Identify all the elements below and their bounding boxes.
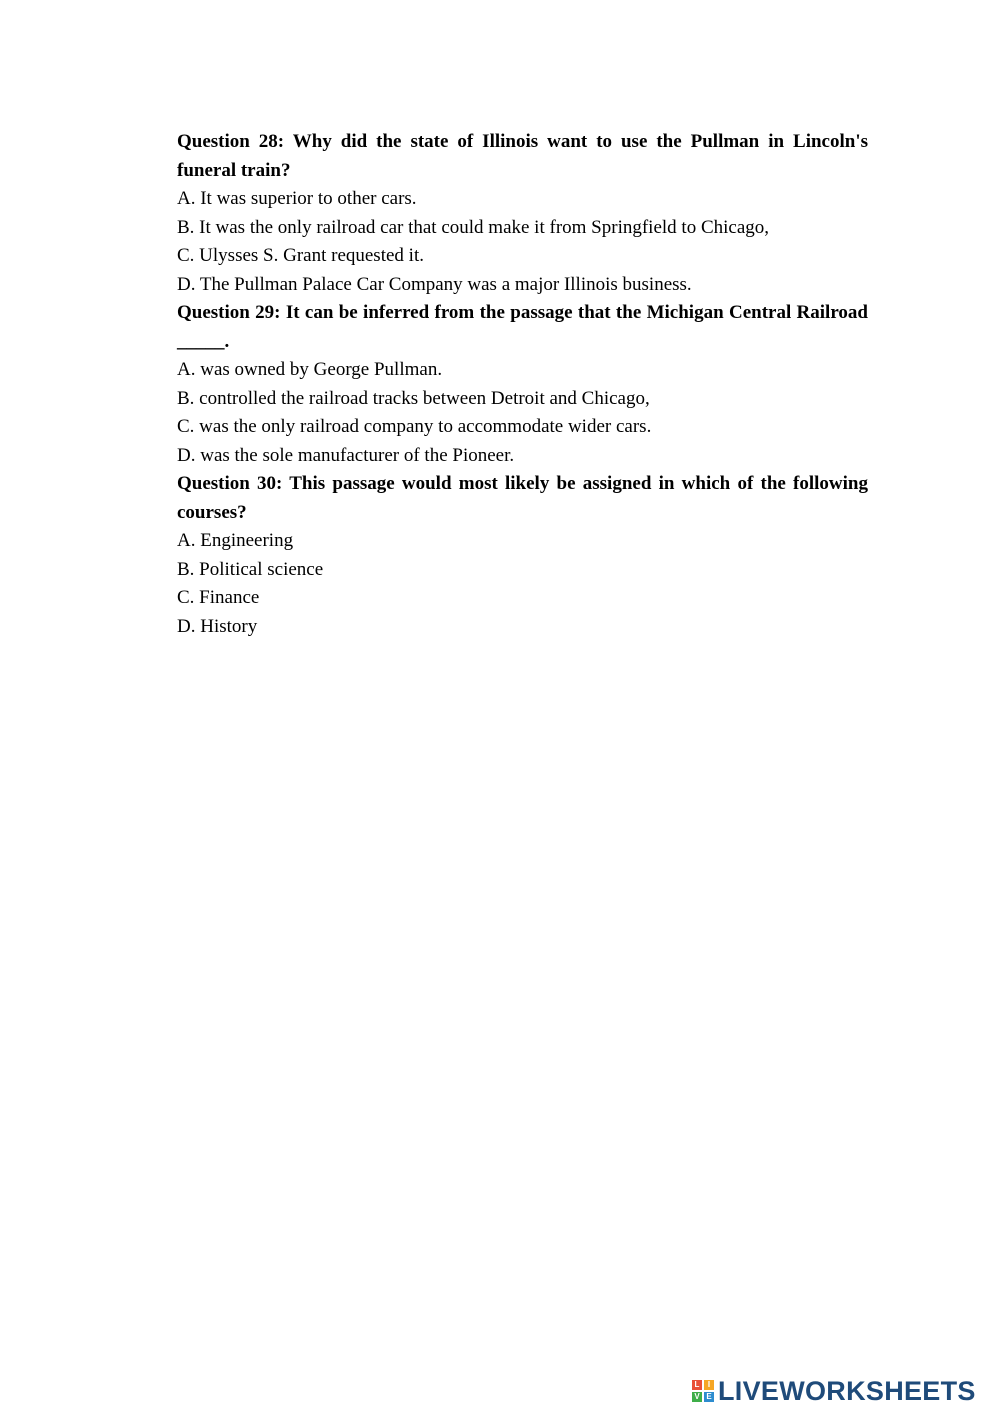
liveworksheets-logo-text: LIVEWORKSHEETS: [718, 1375, 976, 1406]
worksheet-content: [177, 128, 868, 641]
question-30-title: Question 30: This passage would most likely be assigned in which of the following courses?: [177, 473, 868, 523]
question-30-option-a: A. Engineering: [177, 530, 294, 551]
question-30-option-d: D. History: [177, 615, 258, 637]
question-30-option-c: C. Finance: [177, 587, 260, 608]
logo-badge-l: L: [692, 1380, 702, 1390]
liveworksheets-logo-icon: [692, 1380, 714, 1402]
question-29-option-c: C. was the only railroad company to accommodate wider cars.: [177, 416, 652, 437]
question-29-title: Question 29: It can be inferred from the passage that the Michigan Central Railroad _____.: [177, 302, 868, 352]
question-29-option-d: D. was the sole manufacturer of the Pioneer.: [177, 444, 515, 466]
question-28-option-d: D. The Pullman Palace Car Company was a major Illinois business.: [177, 273, 692, 295]
question-28-option-a: A. It was superior to other cars.: [177, 188, 417, 209]
question-29-option-a: A. was owned by George Pullman.: [177, 359, 443, 380]
question-28-option-c: C. Ulysses S. Grant requested it.: [177, 245, 424, 266]
liveworksheets-logo: [692, 1374, 976, 1408]
question-29-option-b: B. controlled the railroad tracks between Detroit and Chicago,: [177, 387, 650, 409]
logo-badge-i: I: [704, 1380, 714, 1390]
question-30-option-b: B. Political science: [177, 558, 324, 580]
question-28-title: Question 28: Why did the state of Illinois want to use the Pullman in Lincoln's funeral train?: [177, 131, 868, 181]
logo-badge-v: V: [692, 1392, 702, 1402]
question-28-option-b: B. It was the only railroad car that could make it from Springfield to Chicago,: [177, 216, 770, 238]
logo-badge-e: E: [704, 1392, 714, 1402]
